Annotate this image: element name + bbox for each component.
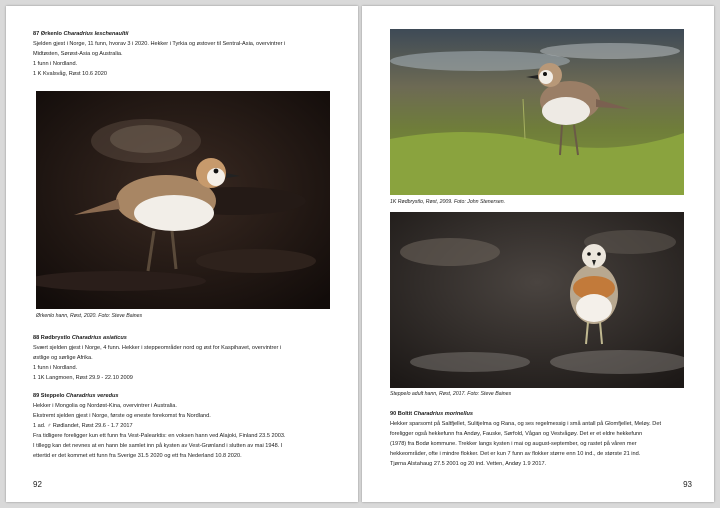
entry-89-latin: Charadrius veredus <box>65 393 119 399</box>
page-number-right: 93 <box>683 480 692 489</box>
entry-88-number: 88 <box>33 335 40 341</box>
entry-87-line-4: 1 K Kvalsvåg, Røst 10.6 2020 <box>33 71 108 77</box>
entry-90-line-4: hekkeområder, ofte i mindre flokker. Det er kun 7 funn av flokker større enn 10 ind., de største 21 ind. <box>390 451 641 457</box>
entry-90-line-5: Tjørna Alstahaug 27.5 2001 og 20 ind. Vetten, Andøy 1.9 2017. <box>390 461 547 467</box>
entry-90-line-3: (1978) fra Bodø kommune. Trekker langs kysten i mai og august-september, og rastet på våren mer <box>390 441 637 447</box>
entry-88-line-2: østlige og sørlige Afrika. <box>33 355 93 361</box>
photo-orkenlo <box>36 91 330 309</box>
entry-87-heading <box>33 30 128 40</box>
entry-90-line-2: foreligger også hekkefunn fra Andøy, Fauske, Sørfold, Vågan og Vestvågøy. Det er et eldre hekkefunn <box>390 431 643 437</box>
photo-rodbrystlo <box>390 29 684 195</box>
entry-87-number: 87 <box>33 31 40 37</box>
right-page <box>362 6 714 502</box>
entry-89-line-5: I tillegg kan det nevnes at en hann ble samlet inn på kysten av Vest-Grønland i slutten av mai 1948. I <box>33 443 283 449</box>
entry-90-number: 90 <box>390 411 397 417</box>
entry-88-name: Rødbrystlo <box>40 335 71 341</box>
entry-88-heading <box>33 334 127 344</box>
entry-88-latin: Charadrius asiaticus <box>71 335 127 341</box>
entry-90-name: Boltit <box>397 411 413 417</box>
entry-89-number: 89 <box>33 393 40 399</box>
entry-89-line-4: Fra tidligere foreligger kun ett funn fra Vest-Palearktis: en voksen hann ved Alajoki, Finland 23.5 2003. <box>33 433 286 439</box>
entry-89-name: Steppelo <box>40 393 65 399</box>
photo-orkenlo-caption: Ørkenlo hann, Røst, 2020. Foto: Steve Baines <box>36 313 143 319</box>
entry-87-line-3: 1 funn i Nordland. <box>33 61 78 67</box>
page-number-left: 92 <box>33 480 42 489</box>
entry-87-latin: Charadrius leschenaultii <box>63 31 129 37</box>
photo-steppelo <box>390 212 684 388</box>
left-page <box>6 6 358 502</box>
photo-rodbrystlo-caption: 1K Rødbrystlo, Røst, 2009. Foto: John Stenersen. <box>390 199 506 205</box>
entry-90-line-1: Hekker sparsomt på Saltfjellet, Sulitjelma og Rana, og ses regelmessig i små antall på Glomfjellet, Meløy. Det <box>390 421 661 427</box>
entry-89-heading <box>33 392 119 402</box>
photo-steppelo-caption: Steppelo adult hann, Røst, 2017. Foto: Steve Baines <box>390 391 512 397</box>
entry-89-line-6: ettertid er det kommet ett funn fra Sverige 31.5 2020 og ett fra Nederland 10.8 2020. <box>33 453 242 459</box>
entry-89-line-3: 1 ad. ♂ Rødlandet, Røst 29.6 - 1.7 2017 <box>33 423 133 429</box>
entry-88-line-1: Svært sjelden gjest i Norge, 4 funn. Hekker i steppeområder nord og øst for Kaspihavet, overvintrer i <box>33 345 282 351</box>
entry-90-latin: Charadrius morinellus <box>413 411 474 417</box>
entry-88-line-3: 1 funn i Nordland. <box>33 365 78 371</box>
entry-89-line-1: Hekker i Mongolia og Nordøst-Kina, overvintrer i Australia. <box>33 403 177 409</box>
entry-89-line-2: Ekstremt sjelden gjest i Norge, første og eneste forekomst fra Nordland. <box>33 413 211 419</box>
entry-87-name: Ørkenlo <box>40 31 62 37</box>
entry-87-line-2: Midtøsten, Sørøst-Asia og Australia. <box>33 51 123 57</box>
entry-90-heading <box>390 410 473 420</box>
entry-87-line-1: Sjelden gjest i Norge, 11 funn, hvorav 3 i 2020. Hekker i Tyrkia og østover til Sentral-Asia, overvintrer i <box>33 41 286 47</box>
entry-88-line-4: 1 1K Langmoen, Røst 29.9 - 22.10 2009 <box>33 375 133 381</box>
